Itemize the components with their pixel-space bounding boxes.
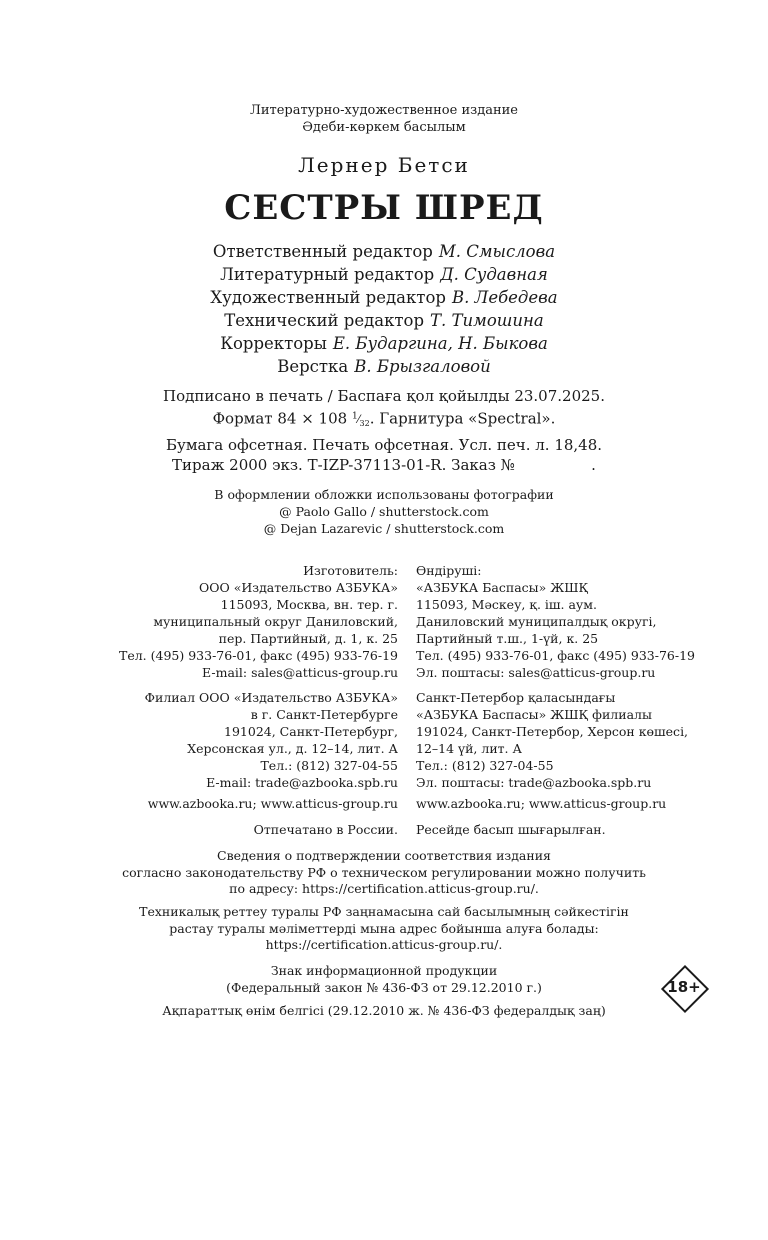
- manufacturer-row: [0, 562, 768, 689]
- credit-line: Ответственный редактор М. Смыслова: [212, 242, 556, 261]
- photo-credit: @ Dejan Lazarevic / shutterstock.com: [263, 521, 505, 536]
- imprint-block: [0, 386, 768, 476]
- signed-date: Подписано в печать / Баспаға қол қойылды 23.07.2025.: [163, 387, 605, 405]
- credits-block: [0, 240, 768, 378]
- photo-credit: @ Paolo Gallo / shutterstock.com: [279, 504, 489, 519]
- credit-line: Верстка В. Брызгаловой: [277, 357, 491, 376]
- websites-kz: www.azbooka.ru; www.atticus-group.ru: [416, 796, 667, 811]
- credit-line: Художественный редактор В. Лебедева: [210, 288, 558, 307]
- photo-credit-intro: В оформлении обложки использованы фотографии: [214, 487, 554, 502]
- print-run-line: Тираж 2000 экз. Т-IZP-37113-01-R. Заказ № .: [172, 456, 596, 475]
- printed-in-row: [0, 821, 768, 845]
- age-rating-badge: [662, 966, 706, 1010]
- printed-in-ru: Отпечатано в России.: [253, 822, 398, 837]
- format-line: Формат 84 × 108 $^1⁄_{32}$. Гарнитура «Spectral».: [212, 409, 556, 429]
- genre-block: [0, 102, 768, 136]
- manufacturer-kz: Өндіруші: «АЗБУКА Баспасы» ЖШҚ 115093, Мәскеу, қ. іш. аум. Даниловский муниципалдық округі, Партийный т.ш., 1-үй, к. 25 Тел. (495) 933-76-01, факс (495) 933-76-19 Эл. поштасы: sales@atticus-group.ru: [416, 563, 695, 680]
- printed-in-kz: Ресейде басып шығарылған.: [416, 822, 606, 837]
- branch-row: [0, 689, 768, 795]
- author-name: Лернер Бетси: [298, 153, 470, 177]
- genre-kz: Әдеби-көркем басылым: [302, 120, 466, 135]
- credit-line: Литературный редактор Д. Судавная: [220, 265, 548, 284]
- photo-credits: [0, 486, 768, 537]
- manufacturer-ru: Изготовитель: ООО «Издательство АЗБУКА» 115093, Москва, вн. тер. г. муниципальный округ Даниловский, пер. Партийный, д. 1, к. 25 Тел. (495) 933-76-01, факс (495) 933-76-19 E-mail: sales@atticus-group.ru: [119, 563, 398, 680]
- credit-line: Корректоры Е. Бударгина, Н. Быкова: [220, 334, 548, 353]
- paper-line: Бумага офсетная. Печать офсетная. Усл. печ. л. 18,48.: [165, 435, 603, 454]
- credit-line: Технический редактор Т. Тимошина: [224, 311, 544, 330]
- info-sign-kz: Ақпараттық өнім белгісі (29.12.2010 ж. № 436-ФЗ федералдық заң): [162, 1003, 606, 1018]
- genre-ru: Литературно-художественное издание: [250, 103, 518, 118]
- info-sign-ru: Знак информационной продукции (Федеральный закон № 436-ФЗ от 29.12.2010 г.): [226, 963, 542, 995]
- certification-ru: Сведения о подтверждении соответствия издания согласно законодательству РФ о техническом регулировании можно получить по адресу: https://certification.atticus-group.ru/.: [122, 848, 646, 896]
- branch-kz: Санкт-Петербор қаласындағы «АЗБУКА Баспасы» ЖШҚ филиалы 191024, Санкт-Петербор, Херсон көшесі, 12–14 үй, лит. А Тел.: (812) 327-04-55 Эл. поштасы: trade@azbooka.spb.ru: [416, 690, 689, 790]
- publisher-info: [0, 562, 768, 845]
- websites-ru: www.azbooka.ru; www.atticus-group.ru: [147, 796, 398, 811]
- book-title: СЕСТРЫ ШРЕД: [224, 188, 544, 228]
- websites-row: [0, 795, 768, 821]
- certification-kz: Техникалық реттеу туралы РФ заңнамасына сай басылымның сәйкестігін растау туралы мәліметтерді мына адрес бойынша алуға болады: https://certification.atticus-group.ru/.: [139, 904, 629, 952]
- branch-ru: Филиал ООО «Издательство АЗБУКА» в г. Санкт-Петербурге 191024, Санкт-Петербург, Херсонская ул., д. 12–14, лит. А Тел.: (812) 327-04-55 E-mail: trade@azbooka.spb.ru: [144, 690, 398, 790]
- age-rating-label: 18+: [667, 978, 701, 996]
